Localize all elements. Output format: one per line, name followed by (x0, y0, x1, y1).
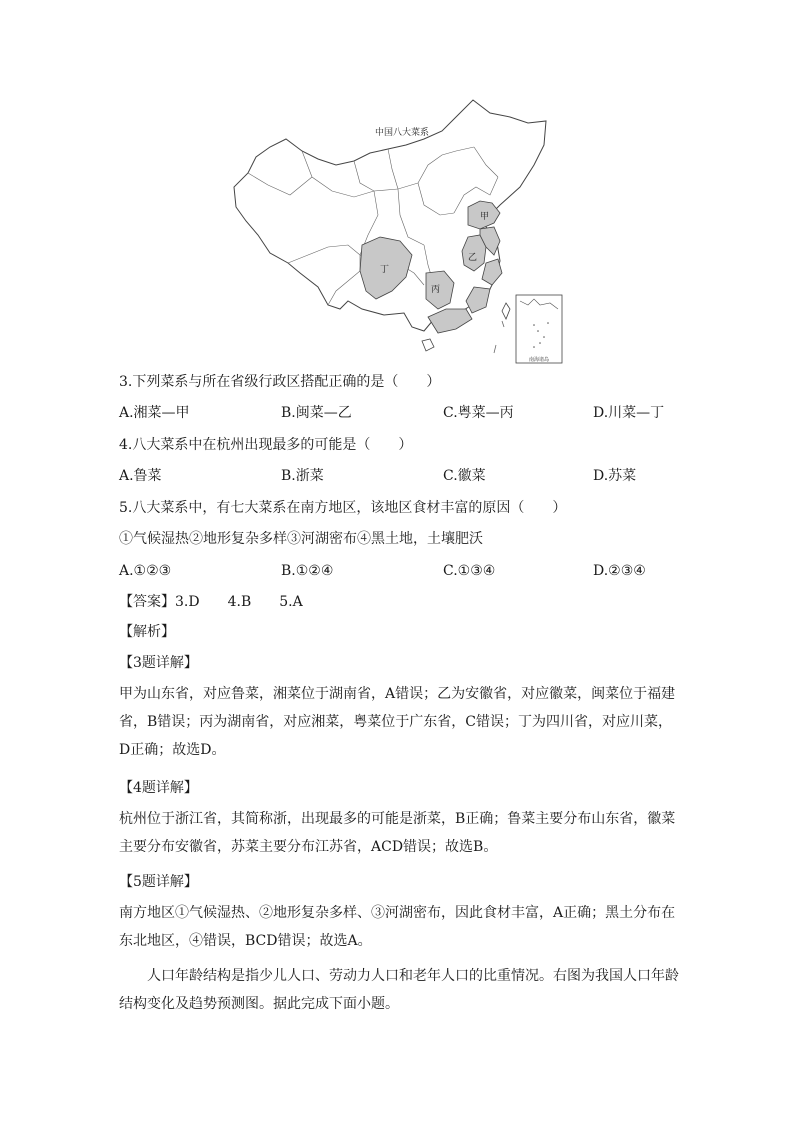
inset-island (539, 342, 541, 344)
section-5-heading: 【5题详解】 (119, 874, 198, 890)
q4-option-c: C.徽菜 (443, 468, 486, 484)
q5-statements: ①气候湿热②地形复杂多样③河湖密布④黑土地，土壤肥沃 (119, 531, 483, 547)
china-map-svg (228, 95, 568, 367)
inset-island (543, 336, 545, 338)
q5-option-d: D.②③④ (593, 563, 646, 579)
inset-island (533, 324, 535, 326)
label-yi: 乙 (468, 253, 478, 263)
q5-stem: 5.八大菜系中，有七大菜系在南方地区，该地区食材丰富的原因（ ） (119, 500, 567, 516)
analysis-heading: 【解析】 (119, 624, 175, 640)
q5-option-a: A.①②③ (119, 563, 172, 579)
taiwan-island (502, 303, 510, 319)
section-5-body: 南方地区①气候湿热、②地形复杂多样、③河湖密布，因此食材丰富，A正确；黑土分布在东北地区，④错误，BCD错误；故选A。 (119, 905, 676, 949)
q4-option-b: B.浙菜 (281, 468, 324, 484)
q4-option-d: D.苏菜 (593, 468, 637, 484)
south-china-sea-inset (516, 295, 562, 363)
label-jia: 甲 (480, 212, 490, 222)
sea-mark (494, 345, 496, 353)
section-3-body: 甲为山东省，对应鲁菜，湘菜位于湖南省，A错误；乙为安徽省，对应徽菜，闽菜位于福建省，B错误；丙为湖南省，对应湘菜，粤菜位于广东省，C错误；丁为四川省，对应川菜，D正确；故选D。 (119, 686, 676, 758)
hainan-island (422, 339, 434, 351)
q3-option-c: C.粤菜—丙 (443, 405, 514, 421)
section-4-heading: 【4题详解】 (119, 780, 198, 796)
china-cuisine-map (228, 95, 568, 367)
q3-option-d: D.川菜—丁 (593, 405, 665, 421)
inset-island (533, 346, 535, 348)
inset-island (547, 322, 549, 324)
q5-option-b: B.①②④ (281, 563, 334, 579)
q3-option-b: B.闽菜—乙 (281, 405, 352, 421)
section-3-heading: 【3题详解】 (119, 655, 198, 671)
section-4-body: 杭州位于浙江省，其简称浙，出现最多的可能是浙菜，B正确；鲁菜主要分布山东省，徽菜主要分布安徽省，苏菜主要分布江苏省，ACD错误；故选B。 (119, 811, 676, 855)
label-ding: 丁 (380, 265, 390, 275)
q5-option-c: C.①③④ (443, 563, 496, 579)
q3-option-a: A.湘菜—甲 (119, 405, 190, 421)
map-title: 中国八大菜系 (374, 128, 430, 138)
answer-line: 【答案】3.D 4.B 5.A (119, 594, 303, 610)
q4-option-a: A.鲁菜 (119, 468, 162, 484)
inset-label: 南海诸岛 (528, 357, 550, 363)
q3-stem: 3.下列菜系与所在省级行政区搭配正确的是（ ） (119, 374, 441, 390)
inset-island (537, 330, 539, 332)
next-group-intro: 人口年龄结构是指少儿人口、劳动力人口和老年人口的比重情况。右图为我国人口年龄结构变化及趋势预测图。据此完成下面小题。 (119, 968, 679, 1012)
label-bing: 丙 (431, 285, 441, 295)
sea-mark (502, 321, 504, 327)
q4-stem: 4.八大菜系中在杭州出现最多的可能是（ ） (119, 437, 413, 453)
